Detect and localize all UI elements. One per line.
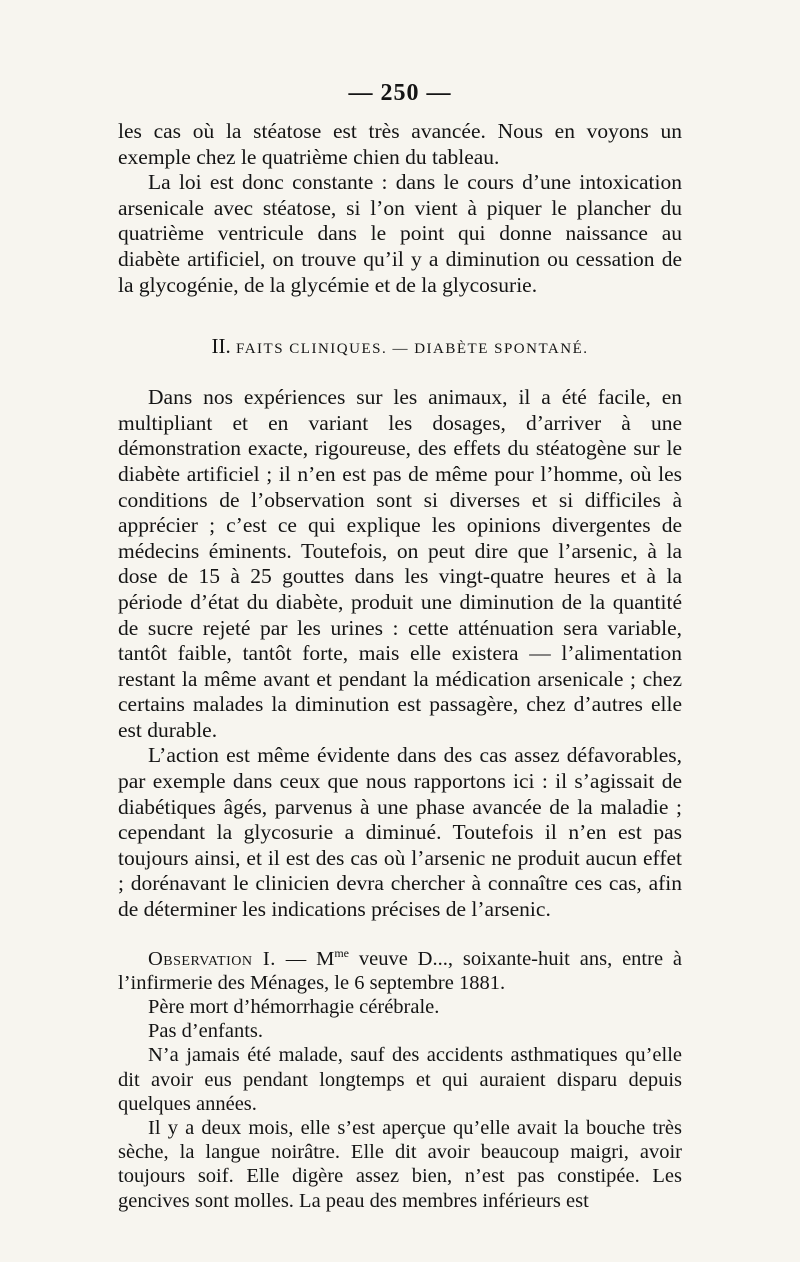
section-heading xyxy=(118,334,682,359)
section-number: II. xyxy=(211,334,231,359)
paragraph-experiences: Dans nos expériences sur les animaux, il a été facile, en multipliant et en variant les dosages, d’arriver à une démonstration exacte, rigoureuse, des effets du stéatogène sur le diabète artificiel ; il n’en est pas de même pour l’homme, où les conditions de l’observation sont si diverses et si difficiles à apprécier ; c’est ce qui explique les opinions divergentes de médecins éminents. Toutefois, on peut dire que l’arsenic, à la dose de 15 à 25 gouttes dans les vingt-quatre heures et à la période d’état du diabète, produit une diminution de la quantité de sucre rejeté par les urines : cette atténuation sera variable, tantôt faible, tantôt forte, mais elle existera — l’alimentation restant la même avant et pendant la médication arsenicale ; chez certains malades la diminution est passagère, chez d’autres elle est durable. xyxy=(118,385,682,742)
paragraph-loi: La loi est donc constante : dans le cours d’une intoxication arsenicale avec stéatose, si l’on vient à piquer le plancher du quatrième ventricule dans le point qui donne naissance au diabète artificiel, on trouve qu’il y a diminution ou cessation de la glycogénie, de la glycémie et de la glycosurie. xyxy=(118,170,682,297)
observation-text: veuve D..., soixante-huit ans, entre à l’infirmerie des Ménages, le 6 septembre 1881. xyxy=(118,947,683,994)
observation-line: N’a jamais été malade, sauf des accidents asthmatiques qu’elle dit avoir eus pendant longtemps et qui auraient disparu depuis quelques années. xyxy=(118,1044,682,1115)
observation-line: Père mort d’hémorrhagie cérébrale. xyxy=(148,996,440,1019)
observation-title-abbr: M xyxy=(316,947,335,970)
paragraph-intro: les cas où la stéatose est très avancée. Nous en voyons un exemple chez le quatrième chien du tableau. xyxy=(118,119,682,169)
observation-block xyxy=(118,947,682,1213)
observation-label: Observation I. xyxy=(148,947,276,970)
observation-line: Il y a deux mois, elle s’est aperçue qu’elle avait la bouche très sèche, la langue noirâtre. Elle dit avoir beaucoup maigri, avoir toujours soif. Elle digère assez bien, n’est pas constipée. Les gencives sont molles. La peau des membres inférieurs est xyxy=(118,1117,682,1212)
observation-dash: — xyxy=(275,947,317,970)
observation-line: Pas d’enfants. xyxy=(148,1020,264,1043)
page-number: — 250 — xyxy=(348,80,452,106)
paragraph-action: L’action est même évidente dans des cas assez défavorables, par exemple dans ceux que nous rapportons ici : il s’agissait de diabétiques âgés, parvenus à une phase avancée de la maladie ; cependant la glycosurie a diminué. Toutefois il n’en est pas toujours ainsi, et il est des cas où l’arsenic ne produit aucun effet ; dorénavant le clinicien devra chercher à connaître ces cas, afin de déterminer les indications précises de l’arsenic. xyxy=(118,743,682,922)
section-title: FAITS CLINIQUES. — DIABÈTE SPONTANÉ. xyxy=(235,341,589,358)
observation-header xyxy=(118,947,682,995)
observation-title-sup: me xyxy=(334,945,349,960)
